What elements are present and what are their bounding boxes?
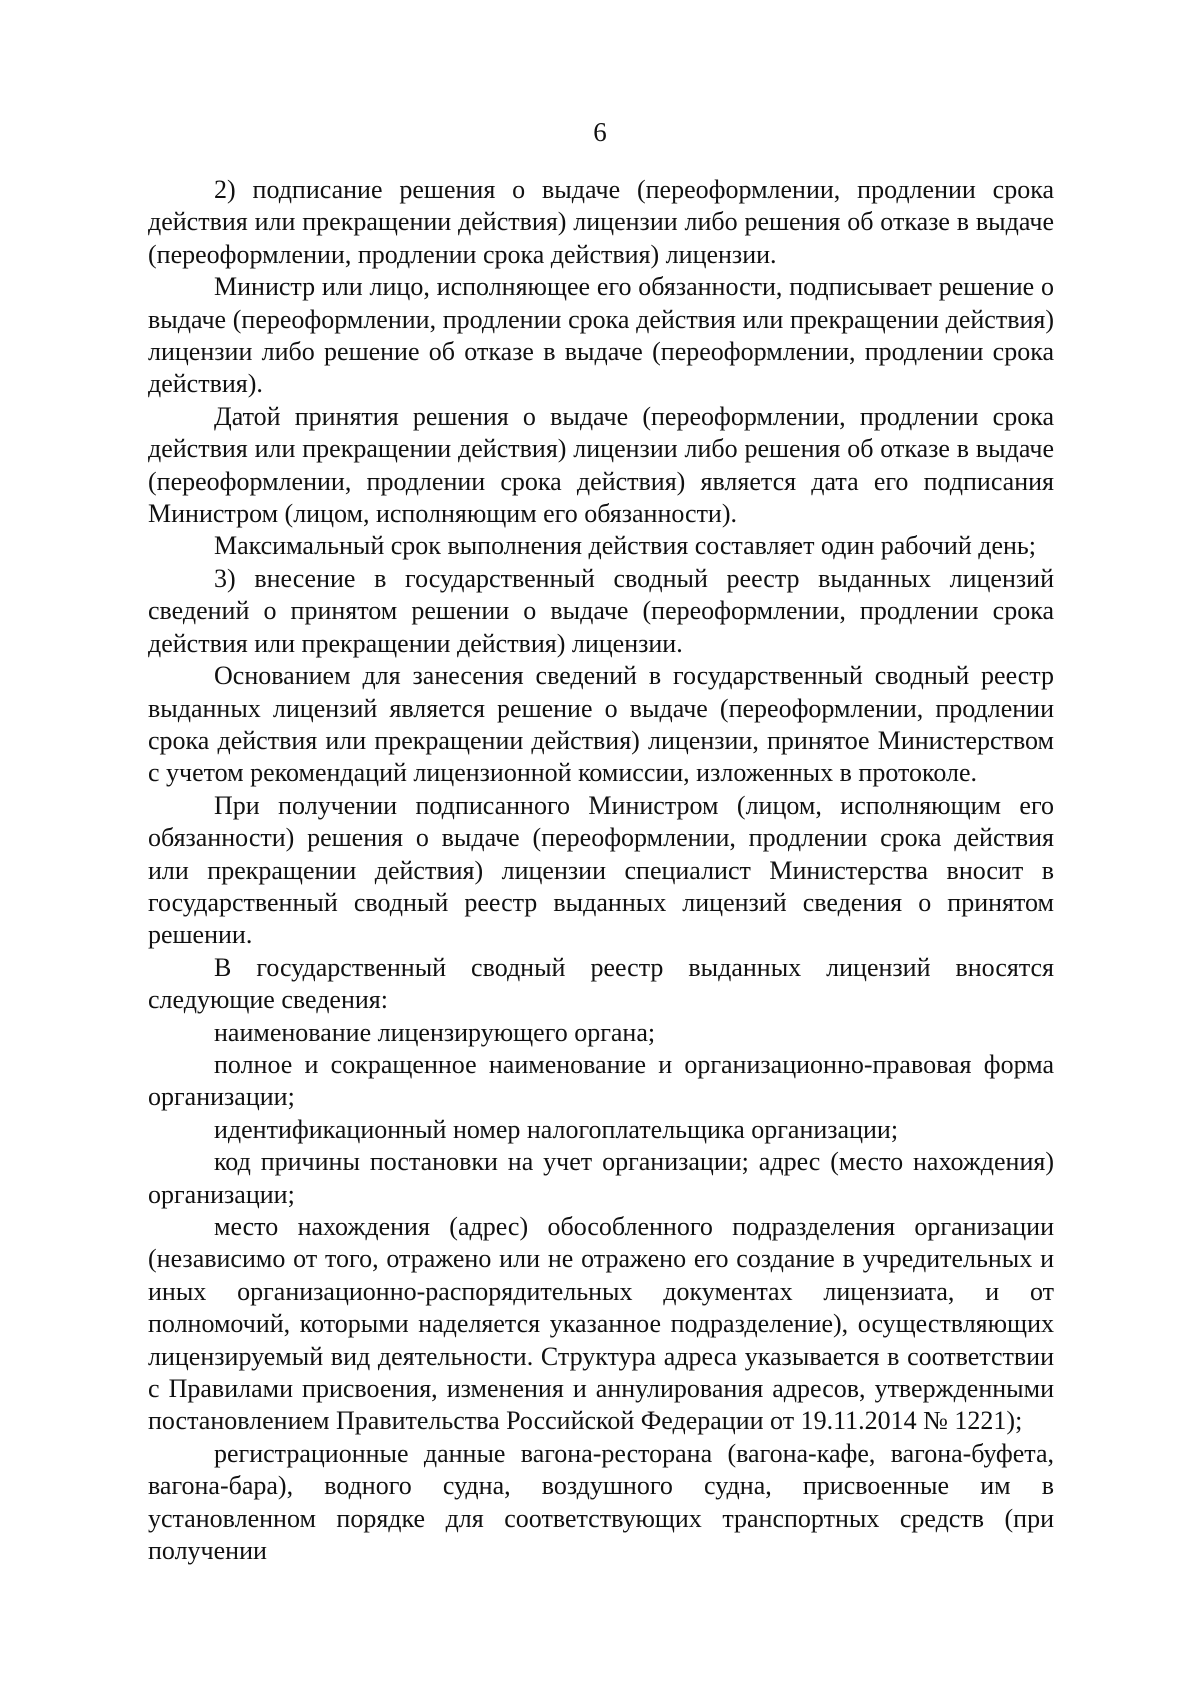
paragraph-minister-signs: Министр или лицо, исполняющее его обязанности, подписывает решение о выдаче (переоформлении, продлении срока действия или прекращении действия) лицензии либо решение об отказе в выдаче (переоформлении, продлении срока действия).: [148, 272, 1054, 399]
paragraph-registry-basis: Основанием для занесения сведений в государственный сводный реестр выданных лицензий является решение о выдаче (переоформлении, продлении срока действия или прекращении действия) лицензии, принятое Министерством с учетом рекомендаций лицензионной комиссии, изложенных в протоколе.: [148, 661, 1054, 788]
list-item-licensing-body: наименование лицензирующего органа;: [214, 1017, 656, 1047]
list-item-registration-code: код причины постановки на учет организации; адрес (место нахождения) организации;: [148, 1147, 1054, 1209]
list-item-vehicle-registration: регистрационные данные вагона-ресторана (вагона-кафе, вагона-буфета, вагона-бара), водного судна, воздушного судна, присвоенные им в установленном порядке для соответствующих транспортных средств (при получении: [148, 1438, 1054, 1566]
paragraph-max-term: Максимальный срок выполнения действия составляет один рабочий день;: [214, 531, 1036, 561]
page-number: 6: [593, 117, 607, 147]
paragraph-decision-date: Датой принятия решения о выдаче (переоформлении, продлении срока действия или прекращении действия) лицензии либо решения об отказе в выдаче (переоформлении, продлении срока действия) является дата его подписания Министром (лицом, исполняющим его обязанности).: [148, 401, 1054, 529]
list-item-organization-name: полное и сокращенное наименование и организационно-правовая форма организации;: [148, 1049, 1054, 1112]
paragraph-specialist-enters: При получении подписанного Министром (лицом, исполняющим его обязанности) решения о выдаче (переоформлении, продлении срока действия или прекращении действия) лицензии специалист Министерства вносит в государственный сводный реестр выданных лицензий сведения о принятом решении.: [148, 790, 1054, 950]
paragraph-registry-entry: 3) внесение в государственный сводный реестр выданных лицензий сведений о принятом решении о выдаче (переоформлении, продлении срока действия или прекращении действия) лицензии.: [148, 563, 1054, 658]
paragraph-signing-decision: 2) подписание решения о выдаче (переоформлении, продлении срока действия или прекращении действия) лицензии либо решения об отказе в выдаче (переоформлении, продлении срока действия) лицензии.: [148, 175, 1054, 269]
document-body: [148, 174, 1054, 1567]
paragraph-registry-contents: В государственный сводный реестр выданных лицензий вносятся следующие сведения:: [148, 952, 1054, 1015]
list-item-branch-address: место нахождения (адрес) обособленного подразделения организации (независимо от того, отражено или не отражено его создание в учредительных и иных организационно-распорядительных документах лицензиата, и от полномочий, которыми наделяется указанное подразделение), осуществляющих лицензируемый вид деятельности. Структура адреса указывается в соответствии с Правилами присвоения, изменения и аннулирования адресов, утвержденными постановлением Правительства Российской Федерации от 19.11.2014 № 1221);: [148, 1212, 1054, 1436]
list-item-taxpayer-id: идентификационный номер налогоплательщика организации;: [214, 1114, 899, 1144]
